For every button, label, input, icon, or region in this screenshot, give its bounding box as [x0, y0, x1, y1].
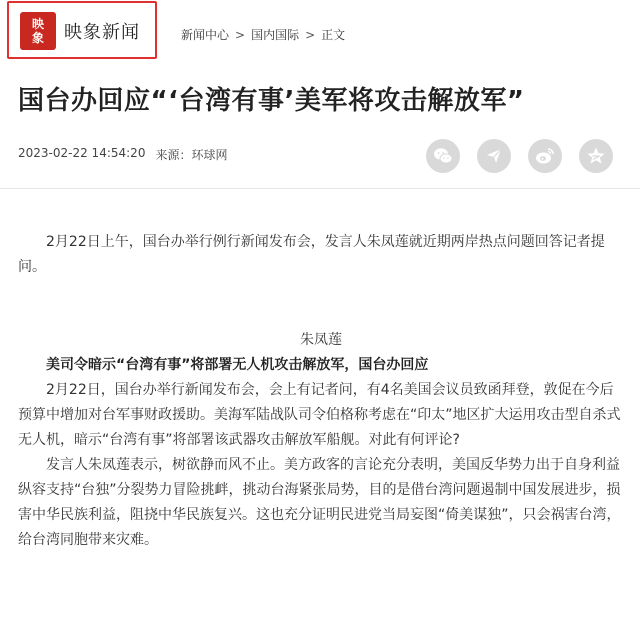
header-divider: [0, 188, 640, 189]
breadcrumb-news-center[interactable]: 新闻中心: [181, 28, 230, 42]
article-source: 来源：环球网: [155, 148, 228, 162]
logo-glyph-1: 映: [31, 17, 44, 31]
section-subheading: 美司令暗示“台湾有事”将部署无人机攻击解放军，国台办回应: [46, 357, 429, 373]
article-title: 国台办回应“‘台湾有事’美军将攻击解放军”: [18, 86, 525, 116]
paragraph-question: 2月22日，国台办举行新闻发布会，会上有记者问，有4名美国会议员致函拜登，敦促在今后预算中增加对台军事财政援助。美海军陆战队司令伯格称考虑在“印太”地区扩大运用攻击型自杀式无人机，暗示“台湾有事”将部署该武器攻击解放军船舰。对此有何评论?: [18, 382, 621, 448]
logo-glyph-2: 象: [31, 31, 44, 45]
article-meta: [18, 146, 227, 163]
paragraph-answer: 发言人朱凤莲表示，树欲静而风不止。美方政客的言论充分表明，美国反华势力出于自身利益纵容支持“台独”分裂势力冒险挑衅，挑动台海紧张局势，目的是借台湾问题遏制中国发展进步，损害中华民族利益，阻挠中华民族复兴。这也充分证明民进党当局妄图“倚美谋独”，只会祸害台湾，给台湾同胞带来灾难。: [18, 457, 621, 548]
breadcrumb-separator: >: [305, 27, 316, 42]
publish-datetime: 2023-02-22 14:54:20: [18, 146, 146, 160]
site-name: 映象新闻: [64, 22, 140, 43]
share-weibo-button[interactable]: [528, 139, 562, 173]
qzone-star-icon: [586, 146, 606, 166]
image-caption: 朱凤莲: [300, 332, 342, 348]
share-tencent-weibo-button[interactable]: [477, 139, 511, 173]
site-logo[interactable]: [7, 1, 157, 59]
wechat-icon: [433, 147, 453, 165]
paragraph-intro: 2月22日上午，国台办举行例行新闻发布会，发言人朱凤莲就近期两岸热点问题回答记者提问。: [18, 234, 605, 275]
weibo-icon: [535, 147, 555, 165]
tencent-weibo-icon: [484, 146, 504, 166]
breadcrumb-separator: >: [235, 27, 246, 42]
logo-seal-icon: [20, 12, 56, 50]
breadcrumb-current: 正文: [321, 28, 346, 42]
breadcrumb-domestic-international[interactable]: 国内国际: [251, 28, 300, 42]
breadcrumb: [181, 26, 345, 43]
share-qzone-button[interactable]: [579, 139, 613, 173]
article-body: [18, 230, 624, 553]
share-bar: [426, 139, 613, 173]
share-wechat-button[interactable]: [426, 139, 460, 173]
